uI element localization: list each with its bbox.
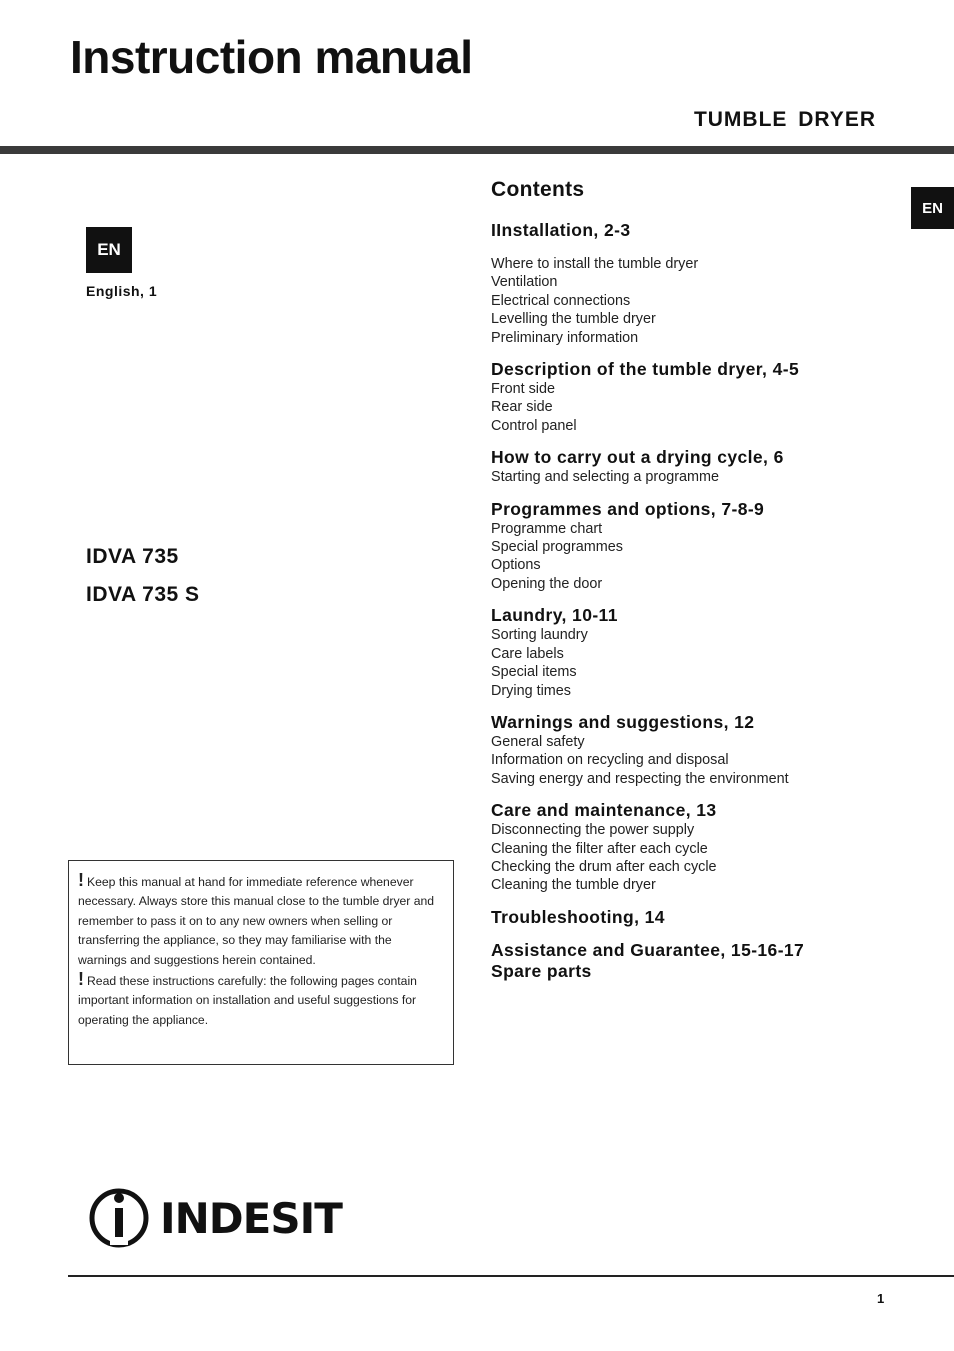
indesit-logo-icon [88,1187,150,1249]
section-item: Control panel [491,417,577,434]
section-title: Description of the tumble dryer, 4-5 [491,359,800,380]
contents-section [491,940,891,982]
section-item: Special items [491,664,577,681]
warning-icon: ! [78,870,84,890]
section-item: Saving energy and respecting the environment [491,770,789,787]
language-side-tab: EN [911,187,954,229]
section-item: Rear side [491,399,553,416]
section-item: Information on recycling and disposal [491,752,729,769]
contents-heading: Contents [491,178,585,201]
notice-box [68,860,454,1065]
section-item: Cleaning the tumble dryer [491,877,656,894]
section-title: How to carry out a drying cycle, 6 [491,447,784,468]
section-item: Front side [491,381,555,398]
section-title: IInstallation, 2-3 [491,220,631,240]
section-item: Programme chart [491,520,603,537]
section-item: Checking the drum after each cycle [491,858,717,875]
section-item: General safety [491,733,585,750]
contents-section [491,359,891,435]
brand-wordmark: INDESIT [160,1193,342,1243]
model-name: IDVA 735 [86,545,179,568]
warning-icon: ! [78,969,84,990]
language-label: English, 1 [86,283,158,299]
section-title: Assistance and Guarantee, 15-16-17 [491,939,805,960]
section-item: Electrical connections [491,292,631,309]
section-item: Preliminary information [491,329,639,346]
contents-section [491,499,891,594]
document-subtitle: TUMBLE DRYER [693,108,876,131]
section-item: Sorting laundry [491,627,588,644]
page-title: Instruction manual [70,31,473,83]
model-name: IDVA 735 S [86,583,200,606]
section-title: Programmes and options, 7-8-9 [491,498,765,519]
section-title: Warnings and suggestions, 12 [491,711,755,732]
contents-section [491,605,891,700]
footer-divider [68,1275,954,1277]
section-item: Drying times [491,682,571,699]
section-item: Where to install the tumble dryer [491,256,699,272]
contents-section [491,907,891,928]
notice-paragraph: ! Keep this manual at hand for immediate reference whenever necessary. Always store this manual close to the tumble dryer and remember to pass it on to any new owners when selling or transferring the appliance, so they may familiarise with the warnings and suggestions herein contained. [78,870,435,967]
contents-section [491,220,891,347]
section-item: Care labels [491,645,564,662]
notice-paragraph: ! Read these instructions carefully: the following pages contain important information on installation and useful suggestions for operating the appliance. [78,969,417,1027]
page-number: 1 [877,1291,885,1306]
brand-logo [88,1186,342,1250]
contents-section [491,712,891,788]
section-title: Troubleshooting, 14 [491,906,665,927]
header-divider [0,146,954,154]
section-title: Laundry, 10-11 [491,605,618,626]
contents-section [491,447,891,486]
section-item: Starting and selecting a programme [491,469,719,486]
section-item: Ventilation [491,274,558,291]
section-item: Disconnecting the power supply [491,822,695,839]
contents-section [491,800,891,895]
language-badge: EN [86,227,132,273]
section-item: Special programmes [491,539,623,556]
section-item: Levelling the tumble dryer [491,311,656,328]
section-title: Care and maintenance, 13 [491,800,717,821]
section-title: Spare parts [491,960,592,981]
section-item: Opening the door [491,575,603,592]
table-of-contents [491,178,891,994]
section-item: Options [491,557,541,574]
section-item: Cleaning the filter after each cycle [491,840,708,857]
